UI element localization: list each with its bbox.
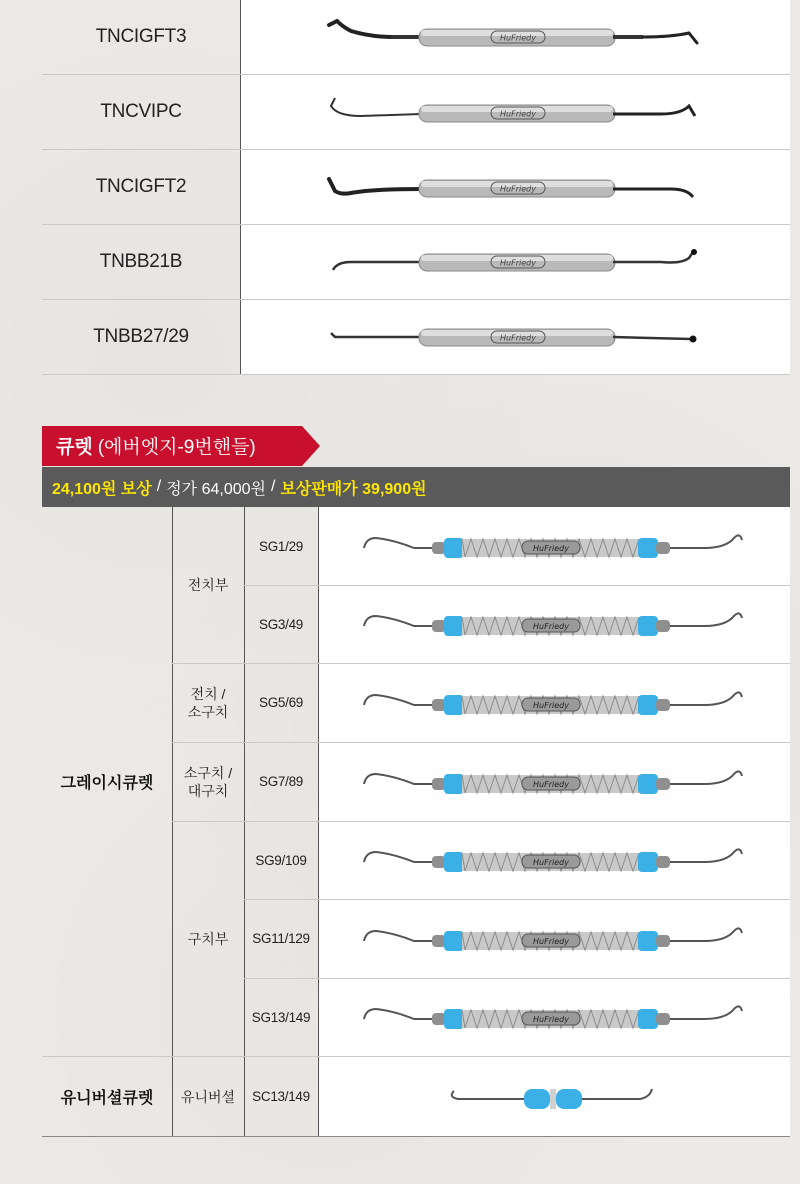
svg-text:HuFriedy: HuFriedy [533, 544, 569, 553]
svg-text:HuFriedy: HuFriedy [499, 333, 536, 343]
steel-instrument-icon [321, 17, 711, 57]
svg-text:HuFriedy: HuFriedy [533, 700, 569, 710]
svg-text:HuFriedy: HuFriedy [533, 1015, 569, 1024]
product-code: TNCIGFT2 [42, 150, 241, 224]
table-row [42, 225, 790, 300]
product-code: TNBB27/29 [42, 300, 241, 374]
curette-instrument-icon [354, 683, 754, 723]
steel-instrument-icon [321, 242, 711, 282]
curette-image [318, 585, 790, 663]
area-premolar-molar: 소구치 / 대구치 [183, 764, 233, 799]
instrument-image [241, 225, 790, 299]
category-universal-curette: 유니버셜큐렛 [60, 1090, 154, 1107]
curette-image [318, 978, 790, 1056]
area-posterior: 구치부 [187, 930, 229, 947]
area-anterior-premolar: 전치 / 소구치 [187, 685, 229, 720]
product-code: TNCVIPC [42, 75, 241, 149]
product-code: SG1/29 [259, 538, 303, 554]
curette-instrument-icon [354, 997, 754, 1037]
section-header [42, 426, 322, 466]
svg-text:HuFriedy: HuFriedy [533, 779, 569, 789]
svg-text:HuFriedy: HuFriedy [499, 33, 536, 43]
svg-text:HuFriedy: HuFriedy [533, 622, 569, 631]
instrument-image [241, 75, 790, 149]
curette-image [318, 742, 790, 821]
curette-image [318, 663, 790, 742]
section-title [56, 426, 256, 464]
curette-image [318, 1056, 790, 1137]
product-code: SG7/89 [259, 774, 303, 789]
curette-image [318, 507, 790, 585]
divider [42, 1136, 790, 1137]
curette-instrument-icon [444, 1077, 664, 1117]
section-title-main: 큐렛 [56, 436, 93, 458]
price-separator: / [156, 478, 162, 495]
product-code: SG11/129 [252, 931, 310, 946]
compensation-amount: 24,100원 보상 [52, 480, 152, 498]
product-code: SG5/69 [259, 695, 303, 710]
product-code: SG13/149 [251, 1009, 311, 1025]
svg-text:HuFriedy: HuFriedy [499, 109, 536, 119]
product-code: TNBB21B [42, 225, 241, 299]
curette-image [318, 899, 790, 978]
instrument-image [241, 300, 790, 374]
table-row [42, 150, 790, 225]
curette-table [42, 507, 790, 1137]
curette-image [318, 821, 790, 899]
area-anterior: 전치부 [187, 577, 229, 593]
curette-instrument-icon [354, 604, 754, 644]
table-row [42, 300, 790, 375]
list-price: 정가 64,000원 [166, 480, 266, 498]
top-instrument-table [42, 0, 790, 375]
price-bar [42, 467, 790, 507]
steel-instrument-icon [321, 167, 711, 207]
product-code: TNCIGFT3 [42, 0, 241, 74]
product-code: SG9/109 [255, 852, 307, 868]
compensation-sale-price: 보상판매가 39,900원 [280, 480, 427, 498]
steel-instrument-icon [321, 92, 711, 132]
svg-text:HuFriedy: HuFriedy [533, 936, 569, 946]
curette-instrument-icon [354, 919, 754, 959]
area-universal: 유니버셜 [180, 1088, 236, 1105]
svg-text:HuFriedy: HuFriedy [533, 858, 569, 867]
category-gracey-curette: 그레이시큐렛 [60, 775, 154, 792]
price-separator: / [270, 478, 276, 495]
table-row [42, 75, 790, 150]
curette-instrument-icon [354, 762, 754, 802]
product-code: SG3/49 [259, 616, 303, 632]
instrument-image [241, 150, 790, 224]
section-title-sub: (에버엣지-9번핸들) [97, 436, 256, 458]
instrument-image [241, 0, 790, 74]
product-code: SC13/149 [252, 1089, 310, 1104]
curette-instrument-icon [354, 526, 754, 566]
curette-instrument-icon [354, 840, 754, 880]
steel-instrument-icon [321, 317, 711, 357]
svg-text:HuFriedy: HuFriedy [499, 184, 536, 194]
svg-text:HuFriedy: HuFriedy [499, 258, 536, 268]
table-row [42, 0, 790, 75]
